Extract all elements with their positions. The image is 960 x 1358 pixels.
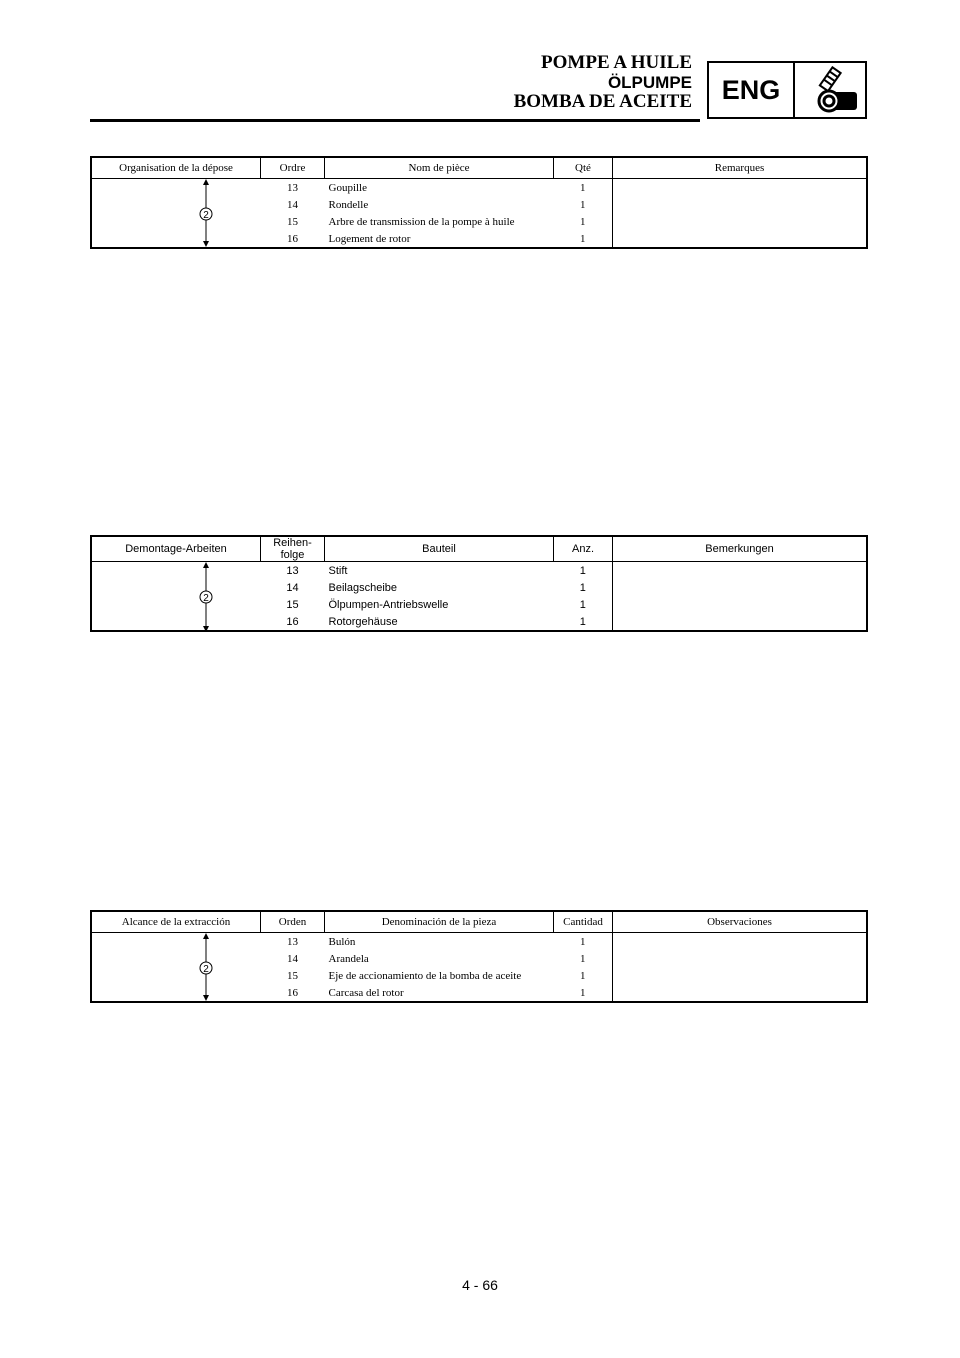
table-header-row <box>91 911 867 933</box>
qty-cell: 1 <box>579 615 586 628</box>
order-cell: 15 <box>286 598 299 611</box>
qty-cell: 1 <box>580 215 586 228</box>
col-header-part-name: Nom de pièce <box>325 157 554 179</box>
col-header-order <box>261 536 325 562</box>
order-cell: 16 <box>287 232 298 245</box>
order-cell: 16 <box>287 986 298 999</box>
title-french: POMPE A HUILE <box>541 52 692 73</box>
title-german: ÖLPUMPE <box>607 73 692 92</box>
qty-cell: 1 <box>580 952 586 965</box>
table-row <box>91 562 867 580</box>
col-header-scope: Organisation de la dépose <box>91 157 261 179</box>
part-name-cell: Arandela <box>328 952 369 965</box>
qty-cell: 1 <box>579 598 586 611</box>
col-header-remarks: Remarques <box>613 157 868 179</box>
col-header-qty: Cantidad <box>554 911 613 933</box>
part-name-cell: Stift <box>328 564 348 577</box>
page-number: 4 - 66 <box>462 1277 498 1293</box>
col-header-part-name: Bauteil <box>325 536 554 562</box>
header-rule <box>90 119 700 122</box>
parts-table-french <box>90 156 868 249</box>
order-cell: 13 <box>286 564 299 577</box>
section-badge-label: ENG <box>709 63 795 117</box>
remarks-cell <box>613 562 868 580</box>
remarks-cell <box>613 213 868 230</box>
col-header-order-line1: Reihen- <box>273 537 312 549</box>
table-header-row <box>91 157 867 179</box>
remarks-cell <box>613 967 868 984</box>
part-name-cell: Beilagscheibe <box>328 581 397 594</box>
order-cell: 15 <box>287 215 298 228</box>
order-cell: 13 <box>287 935 298 948</box>
qty-cell: 1 <box>580 181 586 194</box>
part-name-cell: Logement de rotor <box>328 232 411 245</box>
page-title-block <box>514 53 692 112</box>
group-bracket <box>91 933 261 1003</box>
table-row <box>91 933 867 951</box>
remarks-cell <box>613 933 868 951</box>
part-name-cell: Rotorgehäuse <box>328 615 398 628</box>
table-row <box>91 179 867 197</box>
col-header-scope: Alcance de la extracción <box>91 911 261 933</box>
qty-cell: 1 <box>580 935 586 948</box>
part-name-cell: Ölpumpen-Antriebswelle <box>328 598 449 611</box>
remarks-cell <box>613 179 868 197</box>
part-name-cell: Rondelle <box>328 198 369 211</box>
group-label: 2 <box>203 593 209 604</box>
col-header-order-line2: folge <box>280 549 305 561</box>
engine-wrench-icon <box>795 63 865 117</box>
remarks-cell <box>613 579 868 596</box>
remarks-cell <box>613 196 868 213</box>
col-header-scope: Demontage-Arbeiten <box>91 536 261 562</box>
remarks-cell <box>613 984 868 1002</box>
col-header-qty: Qté <box>554 157 613 179</box>
col-header-part-name: Denominación de la pieza <box>325 911 554 933</box>
order-cell: 13 <box>287 181 298 194</box>
table-header-row <box>91 536 867 562</box>
parts-table-spanish <box>90 910 868 1003</box>
qty-cell: 1 <box>580 232 586 245</box>
order-cell: 14 <box>287 198 298 211</box>
qty-cell: 1 <box>580 969 586 982</box>
arrow-bracket-icon <box>92 179 260 249</box>
part-name-cell: Eje de accionamiento de la bomba de aceite <box>328 969 522 982</box>
order-cell: 15 <box>287 969 298 982</box>
parts-table-german <box>90 535 868 632</box>
part-name-cell: Carcasa del rotor <box>328 986 404 999</box>
qty-cell: 1 <box>579 581 586 594</box>
remarks-cell <box>613 613 868 631</box>
group-bracket <box>91 179 261 249</box>
col-header-order: Orden <box>261 911 325 933</box>
qty-cell: 1 <box>580 986 586 999</box>
col-header-qty: Anz. <box>554 536 613 562</box>
col-header-remarks: Observaciones <box>613 911 868 933</box>
order-cell: 16 <box>286 615 299 628</box>
col-header-remarks: Bemerkungen <box>613 536 868 562</box>
arrow-bracket-icon <box>92 933 260 1003</box>
part-name-cell: Bulón <box>328 935 356 948</box>
col-header-order: Ordre <box>261 157 325 179</box>
remarks-cell <box>613 230 868 248</box>
qty-cell: 1 <box>579 564 586 577</box>
part-name-cell: Arbre de transmission de la pompe à huile <box>328 215 515 228</box>
qty-cell: 1 <box>580 198 586 211</box>
arrow-bracket-icon <box>92 562 260 634</box>
order-cell: 14 <box>287 952 298 965</box>
title-spanish: BOMBA DE ACEITE <box>513 91 692 112</box>
order-cell: 14 <box>286 581 299 594</box>
section-badge <box>707 61 867 119</box>
remarks-cell <box>613 950 868 967</box>
part-name-cell: Goupille <box>328 181 367 194</box>
group-label: 2 <box>203 210 209 221</box>
group-label: 2 <box>203 964 209 975</box>
group-bracket <box>91 562 261 632</box>
remarks-cell <box>613 596 868 613</box>
